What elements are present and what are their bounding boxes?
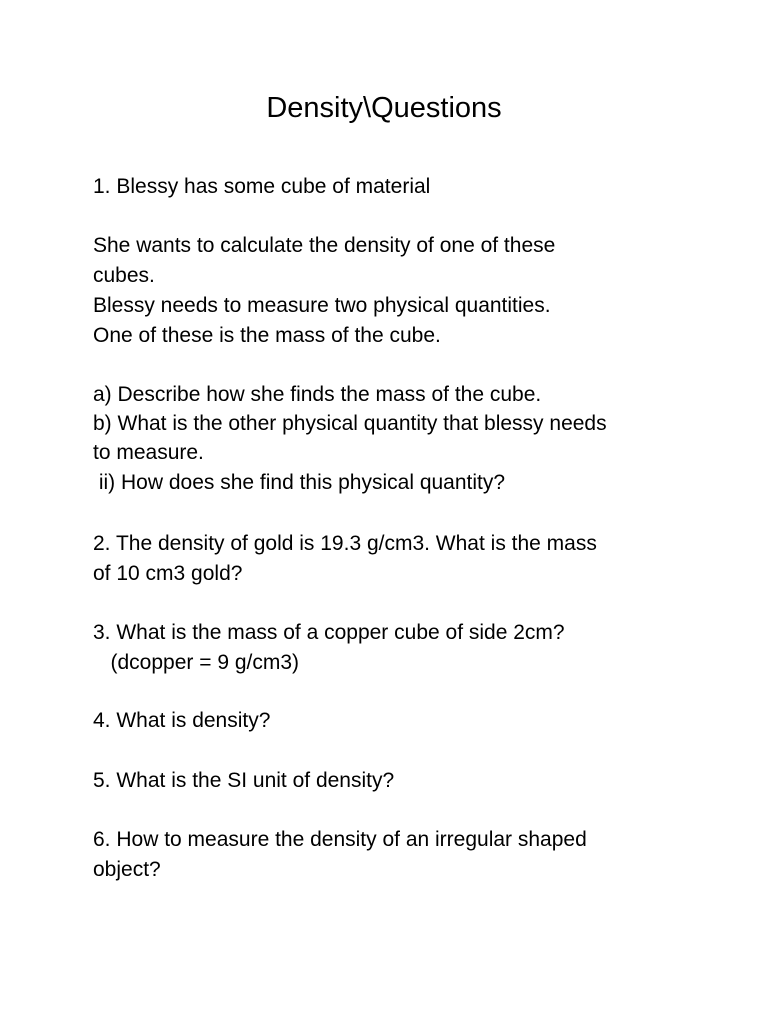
question-1a-line: a) Describe how she finds the mass of the cube.	[93, 383, 542, 406]
question-6-line: object?	[93, 858, 161, 881]
question-6-line: 6. How to measure the density of an irregular shaped	[93, 828, 587, 851]
question-1-line: One of these is the mass of the cube.	[93, 324, 441, 347]
question-1b-line: b) What is the other physical quantity that blessy needs	[93, 412, 607, 435]
question-1-line: 1. Blessy has some cube of material	[93, 175, 431, 198]
question-4-line: 4. What is density?	[93, 709, 271, 732]
question-1-line: Blessy needs to measure two physical quantities.	[93, 294, 551, 317]
question-1-line: She wants to calculate the density of one of these	[93, 234, 556, 257]
question-5-line: 5. What is the SI unit of density?	[93, 769, 395, 792]
question-3-line: 3. What is the mass of a copper cube of side 2cm?	[93, 621, 565, 644]
page-title: Density\Questions	[266, 92, 502, 124]
question-1b-line: to measure.	[93, 441, 204, 464]
question-3-line: (dcopper = 9 g/cm3)	[93, 651, 300, 674]
question-2-line: of 10 cm3 gold?	[93, 562, 243, 585]
question-1b-ii-line: ii) How does she find this physical quantity?	[93, 471, 506, 494]
question-2-line: 2. The density of gold is 19.3 g/cm3. What is the mass	[93, 532, 597, 555]
question-1-line: cubes.	[93, 264, 155, 287]
